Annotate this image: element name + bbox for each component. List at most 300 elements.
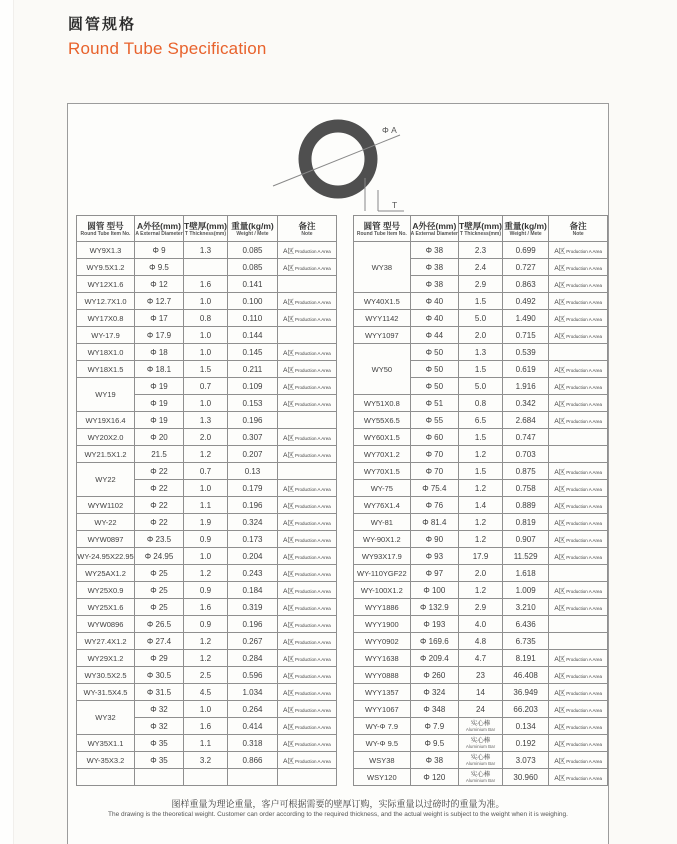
production-area-text: Production A Area bbox=[295, 622, 331, 628]
note-cell bbox=[277, 395, 336, 412]
thickness-cell: 0.8 bbox=[184, 310, 228, 327]
model-cell: WYW1102 bbox=[77, 497, 135, 514]
production-area-badge: A区 bbox=[283, 264, 295, 272]
note-cell bbox=[277, 497, 336, 514]
thickness-cell: 1.0 bbox=[184, 293, 228, 310]
model-cell: WY70X1.2 bbox=[354, 446, 411, 463]
thickness-cell: 0.9 bbox=[184, 531, 228, 548]
model-cell: WY-24.95X22.95 bbox=[77, 548, 135, 565]
production-area-text: Production A Area bbox=[295, 384, 331, 390]
weight-cell: 46.408 bbox=[502, 667, 548, 684]
thickness-cell: 1.0 bbox=[184, 480, 228, 497]
header-model-en: Round Tube Item No. bbox=[356, 230, 407, 237]
diameter-line bbox=[273, 135, 400, 186]
thickness-cell: 5.0 bbox=[459, 378, 503, 395]
note-cell bbox=[549, 616, 608, 633]
header-thickness bbox=[184, 216, 228, 242]
diameter-cell: Φ 17.9 bbox=[135, 327, 184, 344]
production-area-text: Production A Area bbox=[295, 741, 331, 747]
production-area-text: Production A Area bbox=[566, 554, 602, 560]
weight-cell: 0.196 bbox=[227, 412, 277, 429]
production-area-badge: A区 bbox=[554, 315, 566, 323]
note-cell bbox=[549, 514, 608, 531]
weight-cell: 0.134 bbox=[502, 718, 548, 735]
note-cell bbox=[549, 276, 608, 293]
thickness-cell: 1.0 bbox=[184, 395, 228, 412]
model-cell: WY9.5X1.2 bbox=[77, 259, 135, 276]
model-cell: WY-35X3.2 bbox=[77, 752, 135, 769]
note-cell bbox=[277, 752, 336, 769]
weight-cell: 2.684 bbox=[502, 412, 548, 429]
table-row bbox=[77, 497, 337, 514]
production-area-badge: A区 bbox=[554, 672, 566, 680]
thickness-cell: 实心棒 Aluminium Bar bbox=[459, 718, 503, 735]
header-weight bbox=[227, 216, 277, 242]
note-cell bbox=[549, 667, 608, 684]
note-cell bbox=[277, 633, 336, 650]
left-spec-table bbox=[76, 215, 337, 786]
model-cell: WY35X1.1 bbox=[77, 735, 135, 752]
production-area-text: Production A Area bbox=[566, 367, 602, 373]
production-area-badge: A区 bbox=[554, 536, 566, 544]
note-cell bbox=[549, 259, 608, 276]
diameter-cell: Φ 76 bbox=[410, 497, 458, 514]
weight-cell: 0.342 bbox=[502, 395, 548, 412]
production-area-badge: A区 bbox=[283, 349, 295, 357]
production-area-text: Production A Area bbox=[295, 605, 331, 611]
table-row bbox=[354, 480, 608, 497]
diameter-cell: Φ 20 bbox=[135, 429, 184, 446]
production-area-badge: A区 bbox=[283, 383, 295, 391]
thickness-cell: 实心棒 Aluminium Bar bbox=[459, 752, 503, 769]
model-cell: WYW0896 bbox=[77, 616, 135, 633]
note-cell bbox=[277, 735, 336, 752]
diameter-cell: Φ 169.6 bbox=[410, 633, 458, 650]
note-cell bbox=[277, 616, 336, 633]
weight-cell: 0.204 bbox=[227, 548, 277, 565]
diameter-cell: Φ 100 bbox=[410, 582, 458, 599]
model-cell: WY18X1.0 bbox=[77, 344, 135, 361]
weight-cell: 8.191 bbox=[502, 650, 548, 667]
production-area-badge: A区 bbox=[554, 519, 566, 527]
model-cell: WY12X1.6 bbox=[77, 276, 135, 293]
thickness-cell: 1.0 bbox=[184, 344, 228, 361]
thickness-cell: 2.3 bbox=[459, 242, 503, 259]
thickness-cell: 6.5 bbox=[459, 412, 503, 429]
thickness-cell bbox=[184, 769, 228, 786]
note-cell bbox=[277, 412, 336, 429]
table-row bbox=[354, 531, 608, 548]
table-row bbox=[77, 446, 337, 463]
weight-cell: 0.819 bbox=[502, 514, 548, 531]
note-cell bbox=[549, 480, 608, 497]
thickness-cell: 1.3 bbox=[459, 344, 503, 361]
diameter-cell: Φ 50 bbox=[410, 378, 458, 395]
weight-cell: 0.539 bbox=[502, 344, 548, 361]
production-area-text: Production A Area bbox=[566, 503, 602, 509]
model-cell: WY51X0.8 bbox=[354, 395, 411, 412]
model-cell: WYY1142 bbox=[354, 310, 411, 327]
production-area-text: Production A Area bbox=[295, 435, 331, 441]
note-cell bbox=[549, 327, 608, 344]
table-row bbox=[354, 752, 608, 769]
model-cell: WY21.5X1.2 bbox=[77, 446, 135, 463]
production-area-badge: A区 bbox=[554, 485, 566, 493]
weight-cell: 0.192 bbox=[502, 735, 548, 752]
model-cell: WY25X1.6 bbox=[77, 599, 135, 616]
thickness-cell: 1.6 bbox=[184, 276, 228, 293]
note-cell bbox=[549, 531, 608, 548]
production-area-badge: A区 bbox=[554, 383, 566, 391]
table-row bbox=[77, 616, 337, 633]
table-row bbox=[354, 310, 608, 327]
production-area-badge: A区 bbox=[554, 740, 566, 748]
header-thickness-en: T Thickness(mm) bbox=[184, 230, 227, 237]
production-area-text: Production A Area bbox=[566, 384, 602, 390]
note-cell bbox=[549, 429, 608, 446]
diameter-cell: Φ 30.5 bbox=[135, 667, 184, 684]
table-row bbox=[77, 531, 337, 548]
thickness-cell: 1.0 bbox=[184, 701, 228, 718]
production-area-badge: A区 bbox=[283, 740, 295, 748]
thickness-cell: 24 bbox=[459, 701, 503, 718]
thickness-cell: 2.9 bbox=[459, 599, 503, 616]
model-cell: WYY1357 bbox=[354, 684, 411, 701]
diameter-cell: Φ 18.1 bbox=[135, 361, 184, 378]
model-cell: WY55X6.5 bbox=[354, 412, 411, 429]
diameter-cell: Φ 35 bbox=[135, 752, 184, 769]
tube-ring bbox=[305, 126, 371, 192]
table-row bbox=[77, 378, 337, 395]
note-cell bbox=[277, 276, 336, 293]
thickness-cell: 0.7 bbox=[184, 378, 228, 395]
table-row bbox=[354, 514, 608, 531]
weight-cell: 1.034 bbox=[227, 684, 277, 701]
diameter-cell: Φ 25 bbox=[135, 582, 184, 599]
production-area-badge: A区 bbox=[554, 587, 566, 595]
production-area-badge: A区 bbox=[554, 757, 566, 765]
weight-cell: 0.211 bbox=[227, 361, 277, 378]
weight-cell: 1.916 bbox=[502, 378, 548, 395]
production-area-badge: A区 bbox=[283, 587, 295, 595]
production-area-badge: A区 bbox=[283, 655, 295, 663]
header-weight-zh: 重量(kg/m) bbox=[504, 220, 547, 231]
thickness-cell: 3.2 bbox=[184, 752, 228, 769]
note-cell bbox=[549, 769, 608, 786]
thickness-cell: 4.5 bbox=[184, 684, 228, 701]
weight-cell: 0.907 bbox=[502, 531, 548, 548]
note-cell bbox=[277, 684, 336, 701]
production-area-text: Production A Area bbox=[295, 673, 331, 679]
weight-cell: 11.529 bbox=[502, 548, 548, 565]
thickness-cell: 1.6 bbox=[184, 718, 228, 735]
diameter-label: Φ A bbox=[382, 125, 397, 135]
table-row bbox=[354, 650, 608, 667]
note-cell bbox=[549, 378, 608, 395]
header-note-en: Note bbox=[572, 230, 584, 237]
production-area-badge: A区 bbox=[283, 706, 295, 714]
note-cell bbox=[277, 650, 336, 667]
production-area-text: Production A Area bbox=[566, 282, 602, 288]
table-row bbox=[77, 259, 337, 276]
table-row bbox=[354, 769, 608, 786]
header-thickness-zh: T壁厚(mm) bbox=[459, 220, 502, 231]
diameter-cell: Φ 18 bbox=[135, 344, 184, 361]
weight-cell: 0.758 bbox=[502, 480, 548, 497]
thickness-cell bbox=[184, 259, 228, 276]
header-note bbox=[277, 216, 336, 242]
production-area-badge: A区 bbox=[283, 570, 295, 578]
table-row bbox=[354, 344, 608, 361]
thickness-cell: 实心棒 Aluminium Bar bbox=[459, 769, 503, 786]
production-area-text: Production A Area bbox=[295, 724, 331, 730]
weight-cell: 3.073 bbox=[502, 752, 548, 769]
note-cell bbox=[277, 531, 336, 548]
diameter-cell: Φ 50 bbox=[410, 361, 458, 378]
production-area-text: Production A Area bbox=[295, 350, 331, 356]
production-area-badge: A区 bbox=[554, 723, 566, 731]
table-row bbox=[77, 582, 337, 599]
diameter-cell: Φ 51 bbox=[410, 395, 458, 412]
diameter-cell: Φ 19 bbox=[135, 378, 184, 395]
thickness-cell: 1.5 bbox=[184, 361, 228, 378]
table-row bbox=[77, 735, 337, 752]
production-area-text: Production A Area bbox=[295, 265, 331, 271]
production-area-text: Production A Area bbox=[566, 316, 602, 322]
table-row bbox=[77, 769, 337, 786]
note-cell bbox=[549, 633, 608, 650]
diameter-cell: Φ 25 bbox=[135, 565, 184, 582]
header-model-zh: 圆管 型号 bbox=[363, 220, 401, 231]
thickness-cell: 0.9 bbox=[184, 616, 228, 633]
diameter-cell: Φ 324 bbox=[410, 684, 458, 701]
header-thickness-zh: T壁厚(mm) bbox=[184, 220, 227, 231]
table-row bbox=[354, 412, 608, 429]
production-area-text: Production A Area bbox=[295, 537, 331, 543]
header-note-zh: 备注 bbox=[569, 220, 587, 231]
production-area-text: Production A Area bbox=[566, 486, 602, 492]
thickness-cell: 1.2 bbox=[184, 650, 228, 667]
weight-cell: 0.863 bbox=[502, 276, 548, 293]
table-row bbox=[354, 718, 608, 735]
model-cell: WY70X1.5 bbox=[354, 463, 411, 480]
note-cell bbox=[549, 650, 608, 667]
note-cell bbox=[549, 497, 608, 514]
production-area-text: Production A Area bbox=[566, 707, 602, 713]
weight-cell: 3.210 bbox=[502, 599, 548, 616]
model-cell: WY-110YGF22 bbox=[354, 565, 411, 582]
production-area-badge: A区 bbox=[283, 689, 295, 697]
model-cell: WY-22 bbox=[77, 514, 135, 531]
thickness-cell: 4.8 bbox=[459, 633, 503, 650]
thickness-cell: 1.2 bbox=[459, 582, 503, 599]
model-cell: WY40X1.5 bbox=[354, 293, 411, 310]
note-cell bbox=[277, 514, 336, 531]
production-area-text: Production A Area bbox=[295, 486, 331, 492]
weight-cell: 6.436 bbox=[502, 616, 548, 633]
diameter-cell: Φ 132.9 bbox=[410, 599, 458, 616]
table-row bbox=[77, 310, 337, 327]
diameter-cell: Φ 90 bbox=[410, 531, 458, 548]
table-row bbox=[354, 242, 608, 259]
production-area-badge: A区 bbox=[283, 672, 295, 680]
note-cell bbox=[549, 684, 608, 701]
note-cell bbox=[549, 718, 608, 735]
diameter-cell: Φ 193 bbox=[410, 616, 458, 633]
header-note-zh: 备注 bbox=[298, 220, 316, 231]
production-area-badge: A区 bbox=[554, 604, 566, 612]
production-area-text: Production A Area bbox=[295, 503, 331, 509]
header-model-zh: 圆管 型号 bbox=[87, 220, 124, 231]
production-area-text: Production A Area bbox=[295, 248, 331, 254]
table-row bbox=[77, 344, 337, 361]
note-cell bbox=[549, 548, 608, 565]
weight-cell: 0.703 bbox=[502, 446, 548, 463]
weight-cell: 6.735 bbox=[502, 633, 548, 650]
weight-cell: 0.110 bbox=[227, 310, 277, 327]
footer-note-zh: 图样重量为理论重量，客户可根据需要的壁厚订购，实际重量以过磅时的重量为准。 bbox=[171, 799, 505, 809]
production-area-text: Production A Area bbox=[295, 299, 331, 305]
weight-cell: 0.153 bbox=[227, 395, 277, 412]
thickness-cell: 1.5 bbox=[459, 361, 503, 378]
production-area-badge: A区 bbox=[554, 281, 566, 289]
thickness-cell: 1.1 bbox=[184, 735, 228, 752]
diameter-cell: Φ 35 bbox=[135, 735, 184, 752]
production-area-text: Production A Area bbox=[566, 520, 602, 526]
diameter-cell: Φ 31.5 bbox=[135, 684, 184, 701]
weight-cell: 0.100 bbox=[227, 293, 277, 310]
table-row bbox=[77, 650, 337, 667]
header-thickness-en: T Thickness(mm) bbox=[459, 230, 502, 237]
thickness-cell: 4.7 bbox=[459, 650, 503, 667]
model-cell: WY-Φ 9.5 bbox=[354, 735, 411, 752]
weight-cell: 0.307 bbox=[227, 429, 277, 446]
model-cell: WY12.7X1.0 bbox=[77, 293, 135, 310]
table-row bbox=[354, 293, 608, 310]
page-title-block bbox=[68, 13, 267, 59]
production-area-text: Production A Area bbox=[566, 741, 602, 747]
note-cell bbox=[277, 378, 336, 395]
note-cell bbox=[277, 327, 336, 344]
production-area-text: Production A Area bbox=[566, 758, 602, 764]
weight-cell: 0.085 bbox=[227, 242, 277, 259]
table-row bbox=[354, 582, 608, 599]
model-cell: WY60X1.5 bbox=[354, 429, 411, 446]
thickness-cell: 1.1 bbox=[184, 497, 228, 514]
production-area-text: Production A Area bbox=[566, 418, 602, 424]
model-cell bbox=[77, 769, 135, 786]
table-row bbox=[77, 463, 337, 480]
diameter-cell: Φ 70 bbox=[410, 463, 458, 480]
production-area-text: Production A Area bbox=[295, 588, 331, 594]
thickness-cell: 2.4 bbox=[459, 259, 503, 276]
header-thickness bbox=[459, 216, 503, 242]
model-cell: WY-31.5X4.5 bbox=[77, 684, 135, 701]
weight-cell: 0.109 bbox=[227, 378, 277, 395]
weight-cell: 0.267 bbox=[227, 633, 277, 650]
model-cell: WY20X2.0 bbox=[77, 429, 135, 446]
header-weight-en: Weight / Mete bbox=[509, 230, 542, 237]
thickness-cell: 2.9 bbox=[459, 276, 503, 293]
production-area-text: Production A Area bbox=[295, 656, 331, 662]
note-cell bbox=[549, 735, 608, 752]
table-row bbox=[354, 684, 608, 701]
page-title-en: Round Tube Specification bbox=[68, 39, 267, 58]
diameter-cell: Φ 9.5 bbox=[135, 259, 184, 276]
diameter-cell: Φ 40 bbox=[410, 310, 458, 327]
diameter-cell: Φ 50 bbox=[410, 344, 458, 361]
note-cell bbox=[549, 242, 608, 259]
production-area-badge: A区 bbox=[283, 723, 295, 731]
table-row bbox=[354, 667, 608, 684]
production-area-text: Production A Area bbox=[566, 605, 602, 611]
production-area-badge: A区 bbox=[554, 247, 566, 255]
header-model bbox=[354, 216, 411, 242]
weight-cell: 0.196 bbox=[227, 616, 277, 633]
weight-cell: 0.207 bbox=[227, 446, 277, 463]
model-cell: WY93X17.9 bbox=[354, 548, 411, 565]
production-area-text: Production A Area bbox=[295, 758, 331, 764]
weight-cell: 0.747 bbox=[502, 429, 548, 446]
production-area-badge: A区 bbox=[283, 298, 295, 306]
production-area-badge: A区 bbox=[554, 468, 566, 476]
production-area-badge: A区 bbox=[554, 332, 566, 340]
weight-cell bbox=[227, 769, 277, 786]
page-title-zh: 圆管规格 bbox=[68, 16, 137, 33]
model-cell: WY-Φ 7.9 bbox=[354, 718, 411, 735]
note-cell bbox=[549, 599, 608, 616]
diameter-cell: Φ 22 bbox=[135, 480, 184, 497]
weight-cell: 0.492 bbox=[502, 293, 548, 310]
production-area-text: Production A Area bbox=[295, 452, 331, 458]
diameter-cell: Φ 44 bbox=[410, 327, 458, 344]
production-area-text: Production A Area bbox=[566, 690, 602, 696]
diameter-cell: Φ 260 bbox=[410, 667, 458, 684]
diameter-cell: Φ 22 bbox=[135, 497, 184, 514]
weight-cell: 0.324 bbox=[227, 514, 277, 531]
table-row bbox=[77, 565, 337, 582]
note-cell bbox=[277, 446, 336, 463]
model-cell: WY29X1.2 bbox=[77, 650, 135, 667]
model-cell: WY-75 bbox=[354, 480, 411, 497]
weight-cell: 1.009 bbox=[502, 582, 548, 599]
model-cell: WY-17.9 bbox=[77, 327, 135, 344]
production-area-badge: A区 bbox=[554, 706, 566, 714]
model-cell: WY30.5X2.5 bbox=[77, 667, 135, 684]
diameter-cell: Φ 12.7 bbox=[135, 293, 184, 310]
production-area-badge: A区 bbox=[554, 298, 566, 306]
production-area-badge: A区 bbox=[283, 519, 295, 527]
diameter-cell: Φ 60 bbox=[410, 429, 458, 446]
diameter-cell: Φ 29 bbox=[135, 650, 184, 667]
model-cell: WY22 bbox=[77, 463, 135, 497]
table-row bbox=[77, 684, 337, 701]
model-cell: WYY1638 bbox=[354, 650, 411, 667]
production-area-badge: A区 bbox=[554, 366, 566, 374]
diameter-cell: Φ 348 bbox=[410, 701, 458, 718]
note-cell bbox=[549, 701, 608, 718]
thickness-cell: 5.0 bbox=[459, 310, 503, 327]
table-row bbox=[354, 446, 608, 463]
thickness-cell: 0.8 bbox=[459, 395, 503, 412]
table-row bbox=[77, 667, 337, 684]
table-row bbox=[77, 633, 337, 650]
weight-cell: 66.203 bbox=[502, 701, 548, 718]
production-area-text: Production A Area bbox=[566, 673, 602, 679]
diameter-cell: Φ 25 bbox=[135, 599, 184, 616]
header-model-en: Round Tube Item No. bbox=[80, 230, 131, 237]
thickness-label: T bbox=[392, 200, 398, 210]
